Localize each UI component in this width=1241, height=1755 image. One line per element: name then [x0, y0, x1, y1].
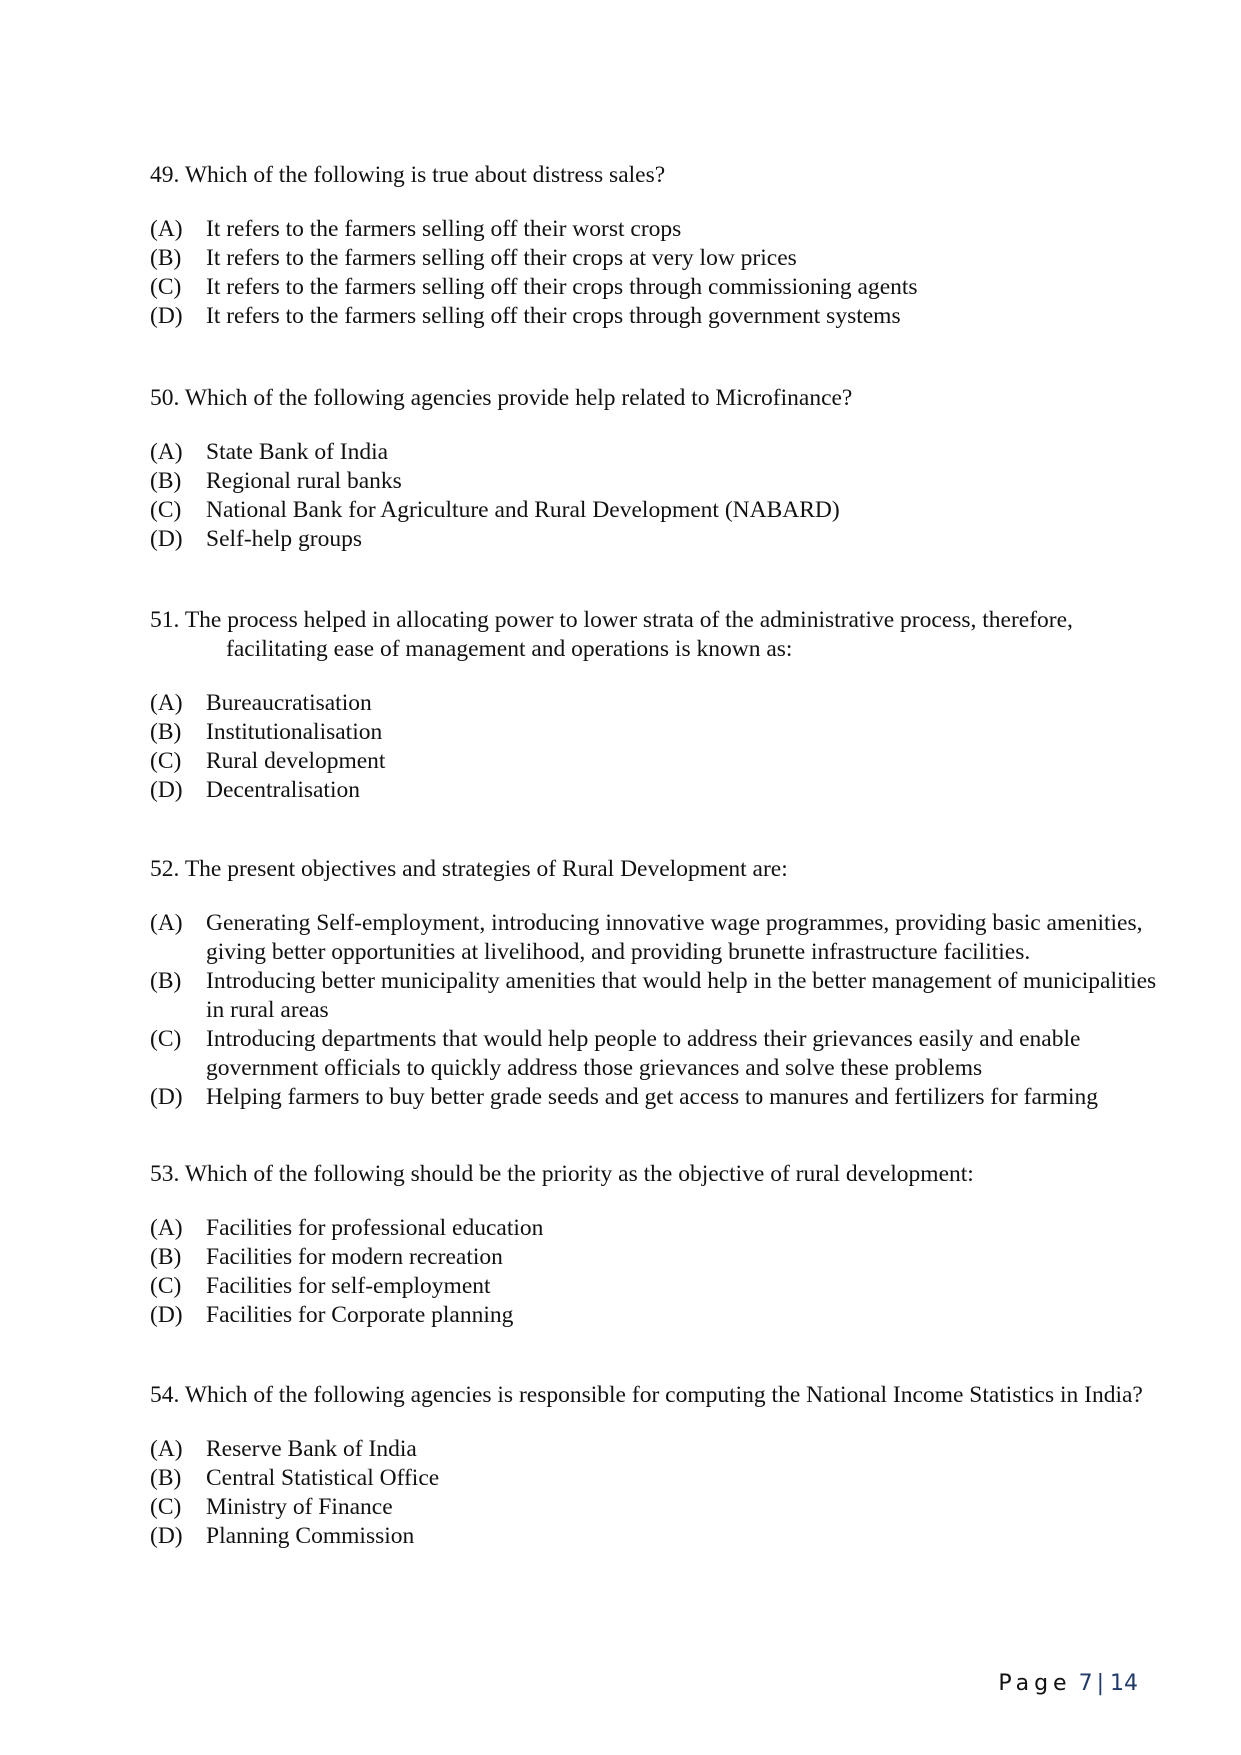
option-letter: (C) — [150, 497, 182, 523]
option-text: Helping farmers to buy better grade seeds and get access to manures and fertilizers for farming — [206, 1084, 1099, 1110]
option-letter: (A) — [150, 216, 183, 242]
option-text: Self-help groups — [206, 526, 362, 552]
option-d — [150, 525, 1170, 554]
option-text: Regional rural banks — [206, 468, 402, 494]
option-text: National Bank for Agriculture and Rural Development (NABARD) — [206, 497, 840, 523]
option-list — [150, 1214, 1170, 1330]
option-letter: (D) — [150, 526, 183, 552]
option-letter: (B) — [150, 1465, 182, 1491]
current-page: 7 — [1078, 1671, 1093, 1696]
option-a — [150, 438, 1170, 467]
option-letter: (B) — [150, 1244, 182, 1270]
page-separator: | — [1096, 1671, 1104, 1696]
option-text: Facilities for modern recreation — [206, 1244, 503, 1270]
option-b — [150, 244, 1170, 273]
page-number — [998, 1671, 1138, 1696]
option-a — [150, 1435, 1170, 1464]
option-list — [150, 909, 1170, 1112]
total-pages: 14 — [1110, 1671, 1138, 1696]
option-d — [150, 776, 1170, 805]
question-50 — [150, 384, 1170, 554]
option-d — [150, 1522, 1170, 1551]
option-list — [150, 438, 1170, 554]
option-list — [150, 689, 1170, 805]
option-letter: (C) — [150, 1273, 182, 1299]
page-label: Page — [998, 1671, 1072, 1696]
option-letter: (A) — [150, 1215, 183, 1241]
option-text: State Bank of India — [206, 439, 389, 465]
option-text: It refers to the farmers selling off their crops through commissioning agents — [206, 274, 918, 300]
option-letter: (C) — [150, 274, 182, 300]
option-letter: (B) — [150, 245, 182, 271]
option-letter: (B) — [150, 968, 182, 994]
option-text: Generating Self-employment, introducing innovative wage programmes, providing basic amenities, giving better opportunities at livelihood, and providing brunette infrastructure facilities. — [206, 910, 1143, 965]
option-c — [150, 1493, 1170, 1522]
option-list — [150, 1435, 1170, 1551]
option-letter: (D) — [150, 777, 183, 803]
option-b — [150, 1243, 1170, 1272]
question-text: 51. The process helped in allocating power to lower strata of the administrative process, therefore, facilitating ease of management and operations is known as: — [150, 607, 1073, 662]
option-text: Decentralisation — [206, 777, 360, 803]
question-text: 49. Which of the following is true about distress sales? — [150, 162, 666, 188]
option-letter: (B) — [150, 468, 182, 494]
option-text: Rural development — [206, 748, 386, 774]
option-text: It refers to the farmers selling off their worst crops — [206, 216, 682, 242]
option-d — [150, 1083, 1170, 1112]
option-text: It refers to the farmers selling off their crops through government systems — [206, 303, 901, 329]
option-c — [150, 747, 1170, 776]
option-text: Ministry of Finance — [206, 1494, 393, 1520]
option-text: Planning Commission — [206, 1523, 415, 1549]
option-text: Facilities for professional education — [206, 1215, 544, 1241]
question-51 — [150, 606, 1170, 805]
option-text: Reserve Bank of India — [206, 1436, 417, 1462]
question-text: 54. Which of the following agencies is responsible for computing the National Income Statistics in India? — [150, 1382, 1143, 1408]
option-c — [150, 273, 1170, 302]
option-letter: (A) — [150, 439, 183, 465]
option-c — [150, 496, 1170, 525]
question-49 — [150, 161, 1170, 331]
option-letter: (D) — [150, 1302, 183, 1328]
option-a — [150, 909, 1170, 967]
question-52 — [150, 855, 1170, 1112]
option-b — [150, 718, 1170, 747]
option-text: Bureaucratisation — [206, 690, 372, 716]
option-letter: (B) — [150, 719, 182, 745]
option-text: Introducing departments that would help people to address their grievances easily and enable government officials to quickly address those grievances and solve these problems — [206, 1026, 1081, 1081]
option-letter: (A) — [150, 910, 183, 936]
option-text: It refers to the farmers selling off their crops at very low prices — [206, 245, 797, 271]
question-53 — [150, 1160, 1170, 1330]
option-a — [150, 1214, 1170, 1243]
option-b — [150, 1464, 1170, 1493]
option-letter: (A) — [150, 690, 183, 716]
option-letter: (D) — [150, 1523, 183, 1549]
option-letter: (C) — [150, 1026, 182, 1052]
option-text: Central Statistical Office — [206, 1465, 440, 1491]
option-list — [150, 215, 1170, 331]
option-letter: (C) — [150, 1494, 182, 1520]
option-letter: (C) — [150, 748, 182, 774]
question-text: 50. Which of the following agencies provide help related to Microfinance? — [150, 385, 853, 411]
option-text: Institutionalisation — [206, 719, 383, 745]
option-b — [150, 967, 1170, 1025]
option-text: Introducing better municipality amenities that would help in the better management of municipalities in rural areas — [206, 968, 1157, 1023]
option-d — [150, 302, 1170, 331]
question-text: 53. Which of the following should be the priority as the objective of rural development: — [150, 1161, 974, 1187]
option-letter: (D) — [150, 1084, 183, 1110]
question-text: 52. The present objectives and strategies of Rural Development are: — [150, 856, 788, 882]
option-a — [150, 689, 1170, 718]
option-b — [150, 467, 1170, 496]
question-54 — [150, 1381, 1170, 1551]
option-a — [150, 215, 1170, 244]
option-letter: (D) — [150, 303, 183, 329]
option-text: Facilities for self-employment — [206, 1273, 491, 1299]
option-c — [150, 1272, 1170, 1301]
option-text: Facilities for Corporate planning — [206, 1302, 514, 1328]
option-c — [150, 1025, 1170, 1083]
option-letter: (A) — [150, 1436, 183, 1462]
option-d — [150, 1301, 1170, 1330]
